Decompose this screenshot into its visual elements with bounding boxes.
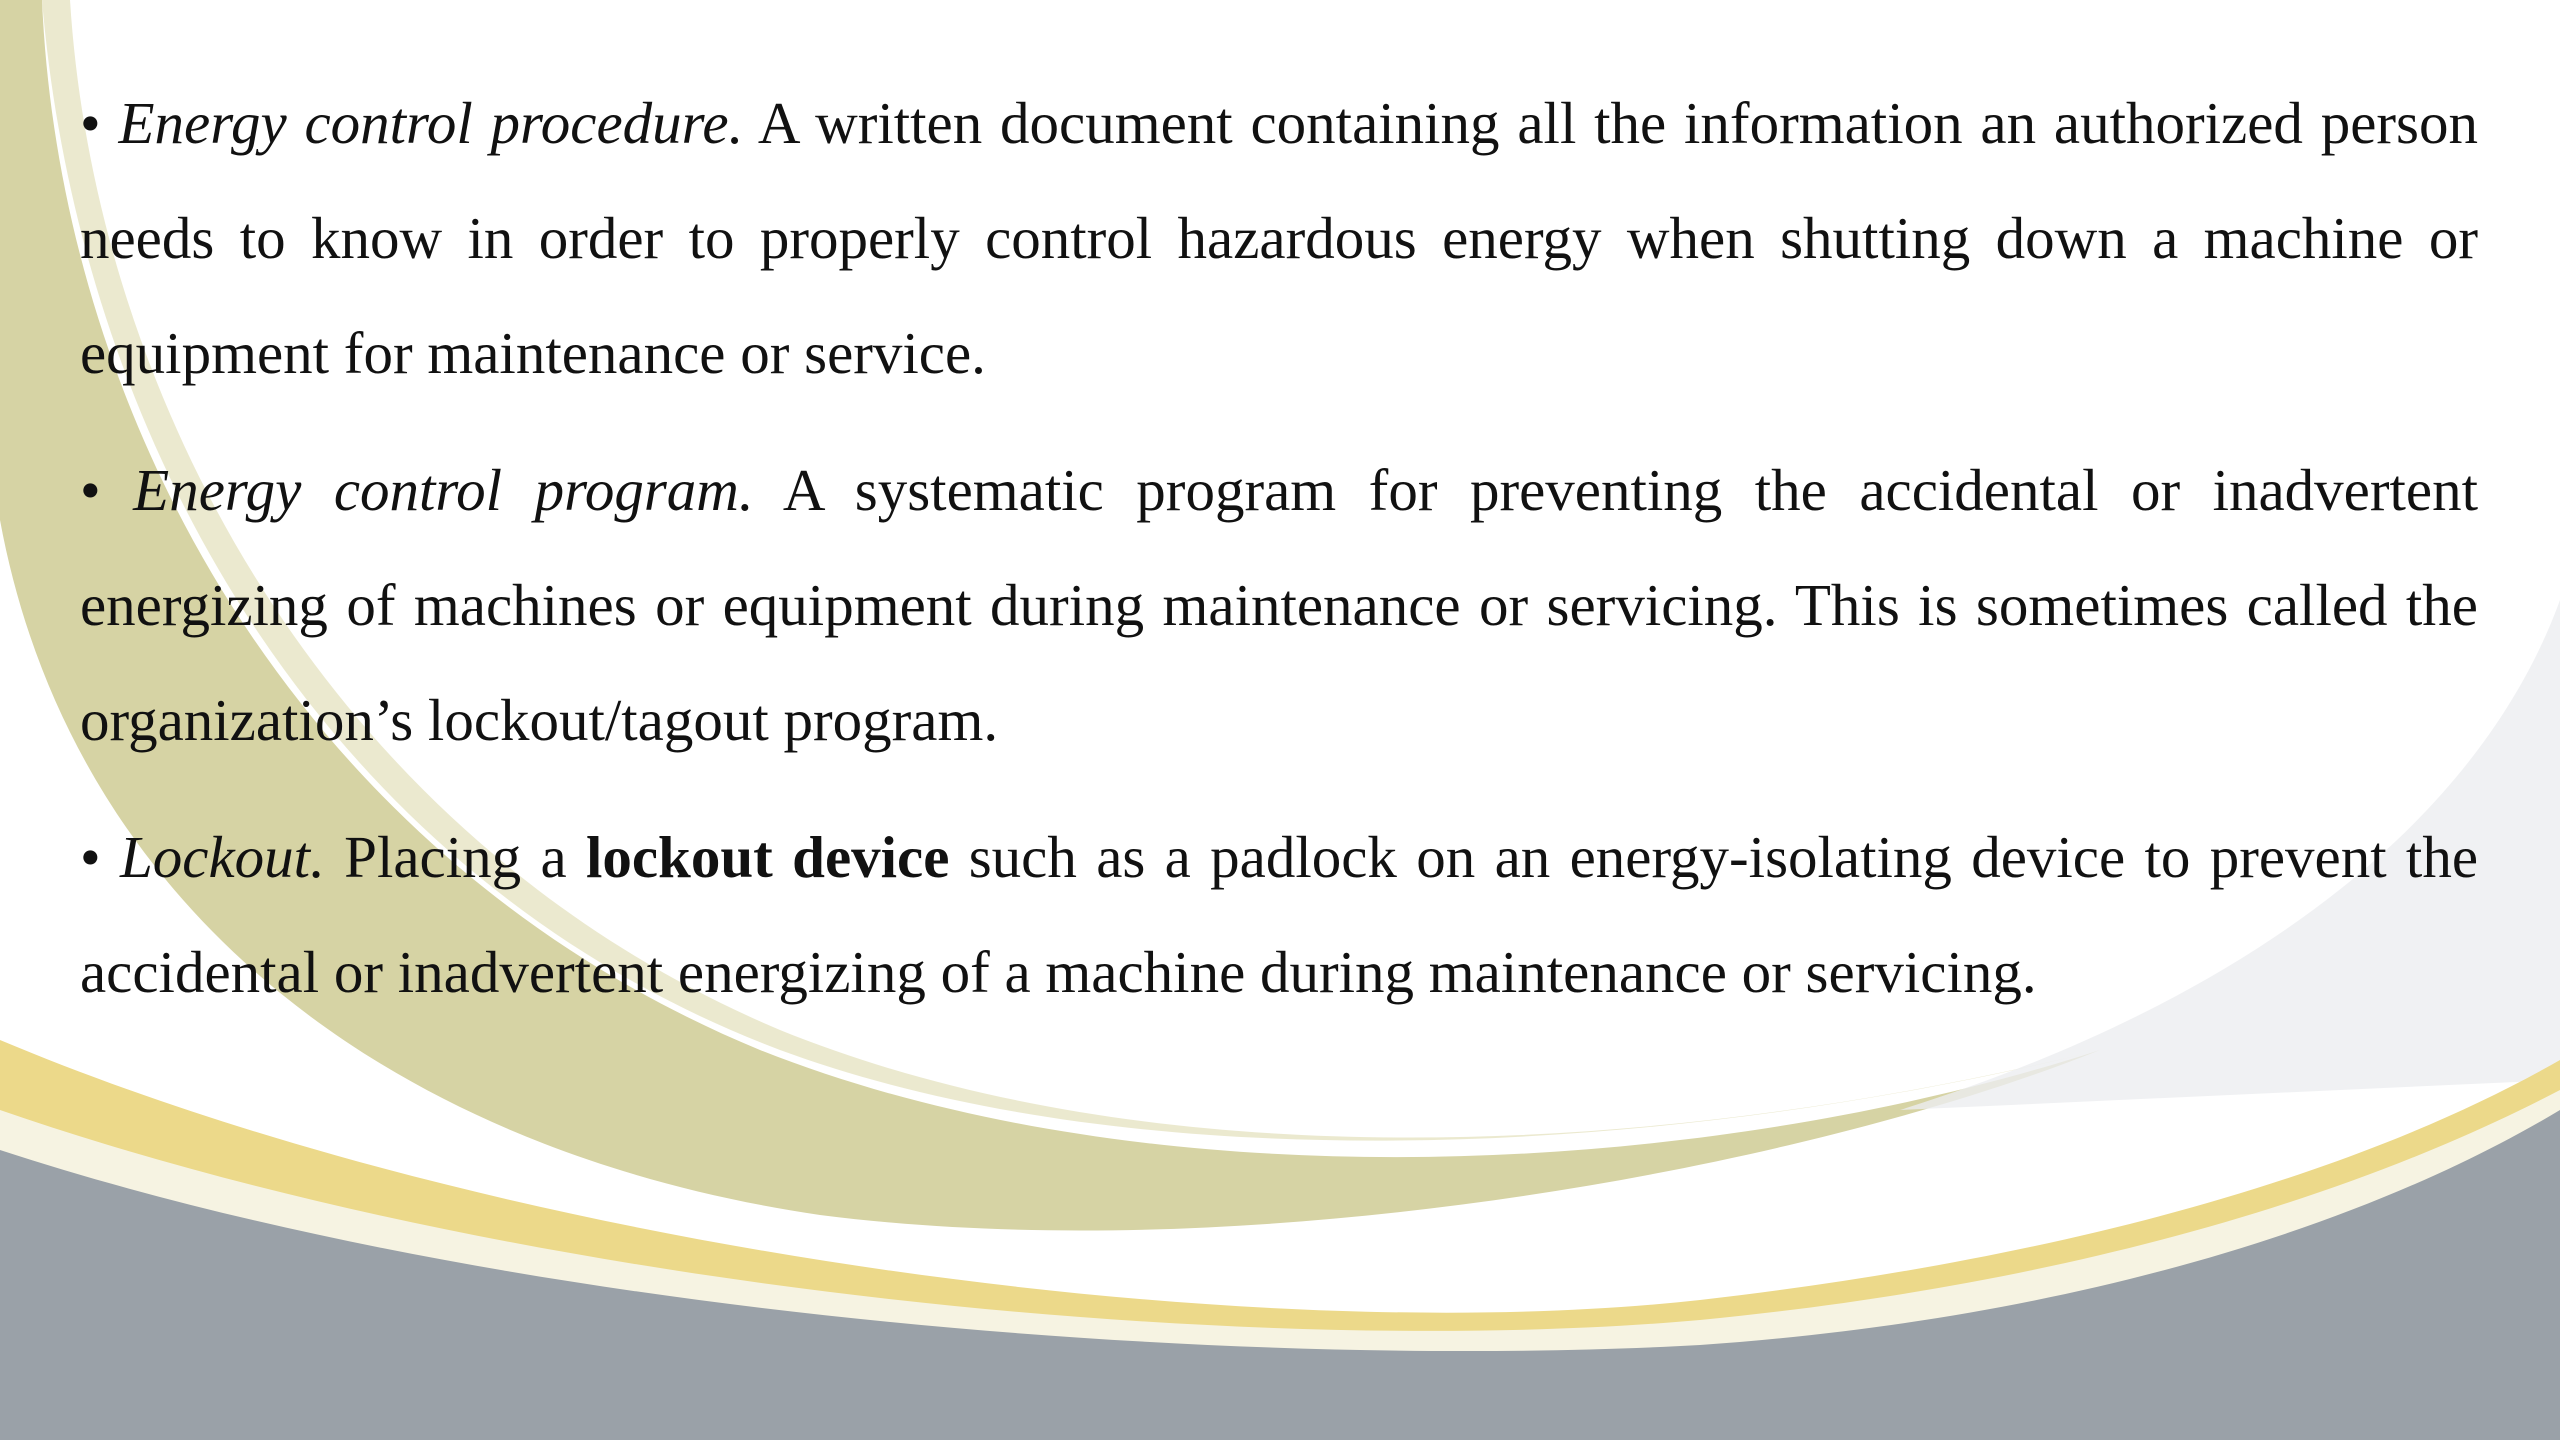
slide-content — [80, 66, 2478, 1052]
lockout-device-emphasis: lockout device — [585, 824, 950, 890]
definition-energy-control-program: A systematic program for preventing the accidental or inadvertent energizing of machines or equipment during maintenance or servicing. This is sometimes called the organization’s lockout/tagout program. — [80, 457, 2478, 753]
bullet-energy-control-procedure — [80, 66, 2478, 411]
bullet-marker: • — [80, 457, 101, 523]
definition-lockout-start: Placing a — [324, 824, 586, 890]
term-energy-control-procedure: Energy control procedure. — [118, 90, 744, 156]
bullet-marker: • — [80, 90, 101, 156]
term-lockout: Lockout. — [119, 824, 325, 890]
bullet-lockout — [80, 800, 2478, 1030]
bullet-marker: • — [80, 824, 101, 890]
term-energy-control-program: Energy control program. — [133, 457, 754, 523]
bullet-energy-control-program — [80, 433, 2478, 778]
definition-lockout-end: such as a padlock on an energy-isolating device to prevent the accidental or inadvertent energizing of a machine during maintenance or servicing. — [80, 824, 2479, 1005]
definition-energy-control-procedure: A written document containing all the information an authorized person needs to know in order to properly control hazardous energy when shutting down a machine or equipment for maintenance or service. — [80, 90, 2478, 386]
